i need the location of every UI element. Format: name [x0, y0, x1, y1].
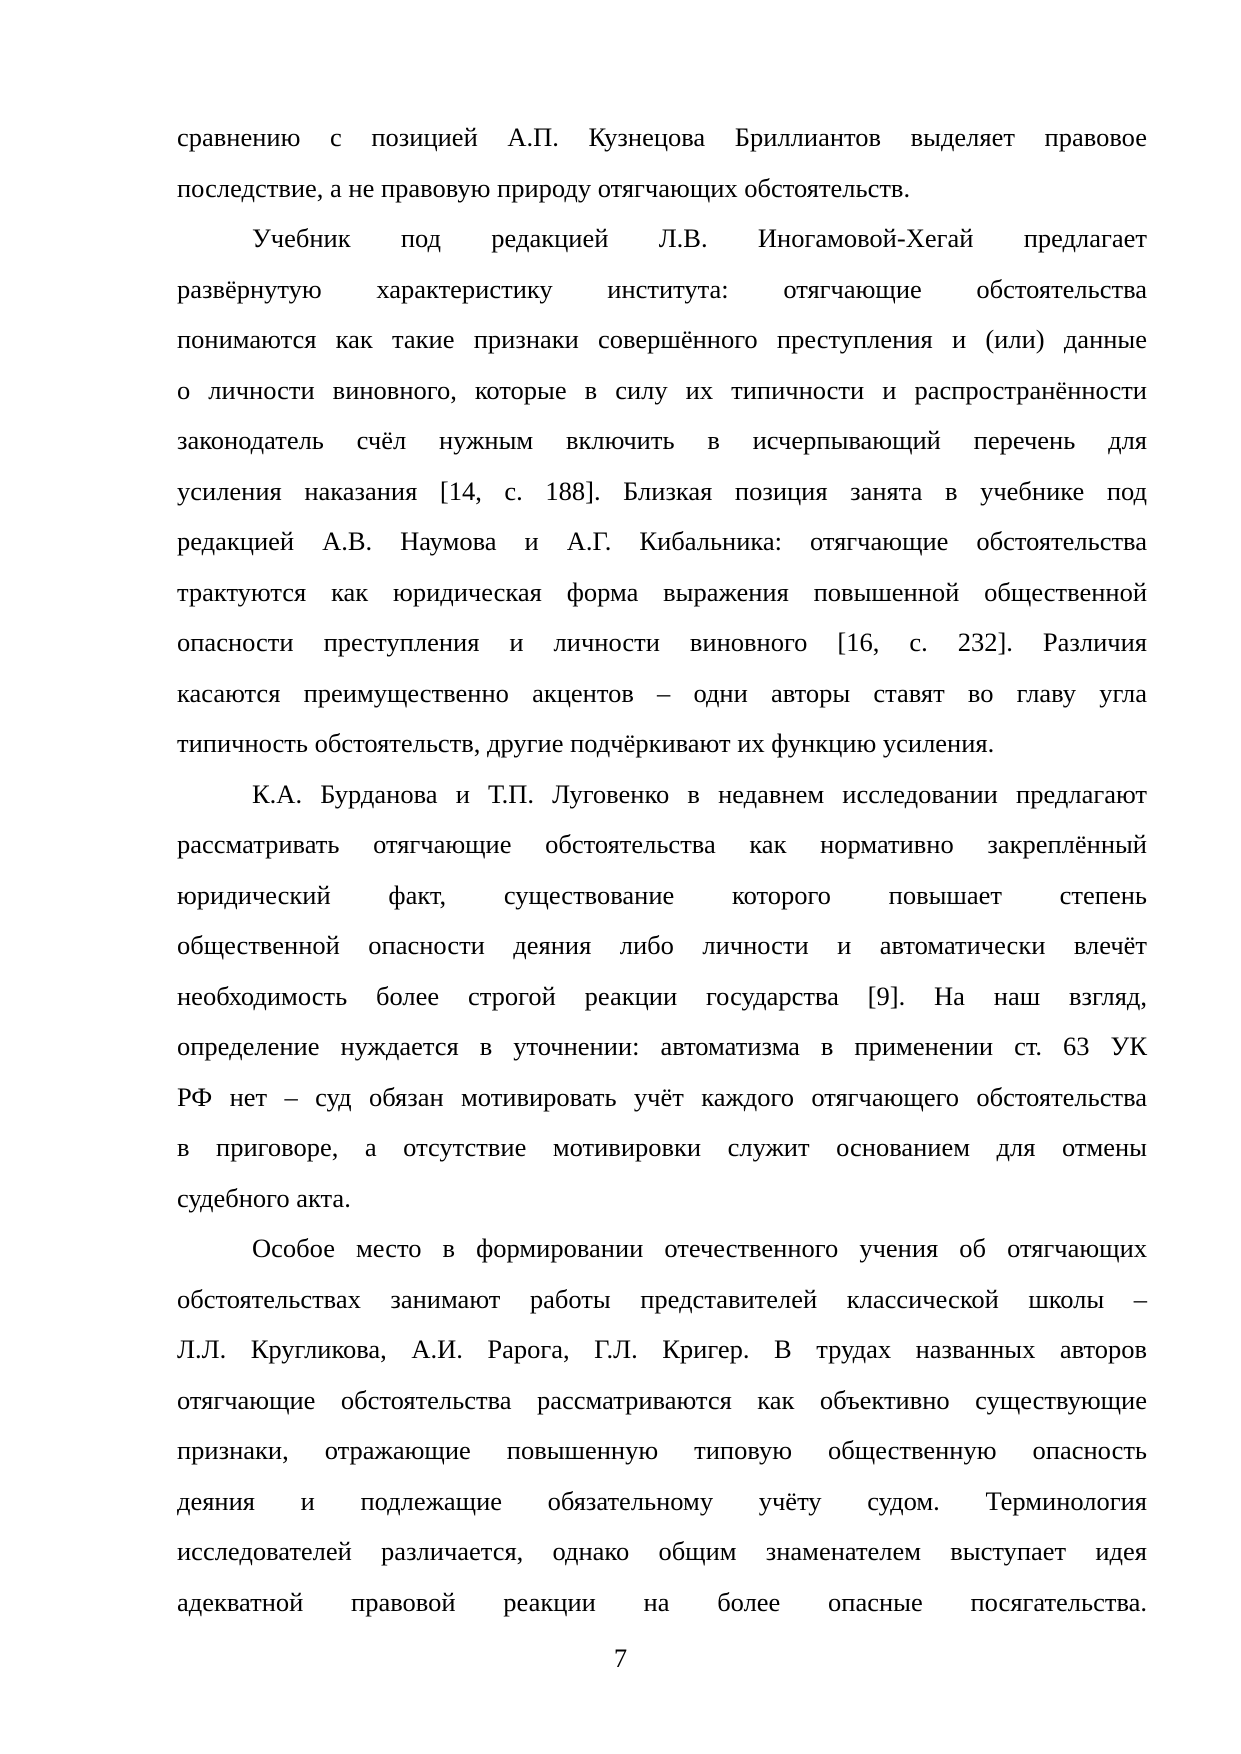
text-line: опасности преступления и личности виновного [16, с. 232]. Различия	[177, 627, 1147, 657]
text-line: деяния и подлежащие обязательному учёту судом. Терминология	[177, 1485, 1147, 1516]
text-line: признаки, отражающие повышенную типовую общественную опасность	[177, 1435, 1147, 1465]
text-line: Особое место в формировании отечественного учения об отягчающих	[252, 1233, 1147, 1263]
paragraph	[177, 1223, 1147, 1627]
text-line: последствие, а не правовую природу отягчающих обстоятельств.	[177, 172, 911, 203]
text-line: необходимость более строгой реакции государства [9]. На наш взгляд,	[177, 980, 1147, 1011]
text-line: касаются преимущественно акцентов – одни авторы ставят во главу угла	[177, 677, 1147, 708]
text-line: развёрнутую характеристику института: отягчающие обстоятельства	[177, 273, 1147, 304]
text-line: РФ нет – суд обязан мотивировать учёт каждого отягчающего обстоятельства	[177, 1081, 1147, 1112]
text-line: судебного акта.	[177, 1182, 351, 1213]
text-line: адекватной правовой реакции на более опасные посягательства.	[177, 1586, 1147, 1617]
text-line: отягчающие обстоятельства рассматриваются как объективно существующие	[177, 1384, 1147, 1415]
text-line: определение нуждается в уточнении: автоматизма в применении ст. 63 УК	[177, 1031, 1147, 1061]
text-line: редакцией А.В. Наумова и А.Г. Кибальника: отягчающие обстоятельства	[177, 526, 1147, 556]
text-line: трактуются как юридическая форма выражения повышенной общественной	[177, 576, 1147, 607]
paragraph	[177, 112, 1147, 213]
paragraph	[177, 769, 1147, 1224]
text-line: Учебник под редакцией Л.В. Иногамовой-Хегай предлагает	[252, 223, 1147, 253]
text-body	[177, 112, 1147, 1627]
text-line: исследователей различается, однако общим знаменателем выступает идея	[177, 1536, 1147, 1566]
text-line: о личности виновного, которые в силу их типичности и распространённости	[177, 374, 1147, 405]
paragraph	[177, 213, 1147, 769]
text-line: понимаются как такие признаки совершённого преступления и (или) данные	[177, 324, 1147, 354]
text-line: типичность обстоятельств, другие подчёркивают их функцию усиления.	[177, 728, 995, 758]
text-line: рассматривать отягчающие обстоятельства как нормативно закреплённый	[177, 829, 1147, 859]
text-line: сравнению с позицией А.П. Кузнецова Бриллиантов выделяет правовое	[177, 122, 1147, 152]
text-line: в приговоре, а отсутствие мотивировки служит основанием для отмены	[177, 1132, 1147, 1162]
text-line: усиления наказания [14, с. 188]. Близкая позиция занята в учебнике под	[177, 475, 1147, 506]
text-line: юридический факт, существование которого повышает степень	[177, 879, 1147, 910]
text-line: законодатель счёл нужным включить в исчерпывающий перечень для	[177, 425, 1147, 455]
page-number: 7	[613, 1643, 628, 1673]
text-line: обстоятельствах занимают работы представителей классической школы –	[177, 1283, 1147, 1314]
text-line: общественной опасности деяния либо личности и автоматически влечёт	[177, 930, 1147, 960]
text-line: К.А. Бурданова и Т.П. Луговенко в недавнем исследовании предлагают	[252, 778, 1147, 809]
text-line: Л.Л. Кругликова, А.И. Рарога, Г.Л. Кригер. В трудах названных авторов	[177, 1334, 1147, 1364]
